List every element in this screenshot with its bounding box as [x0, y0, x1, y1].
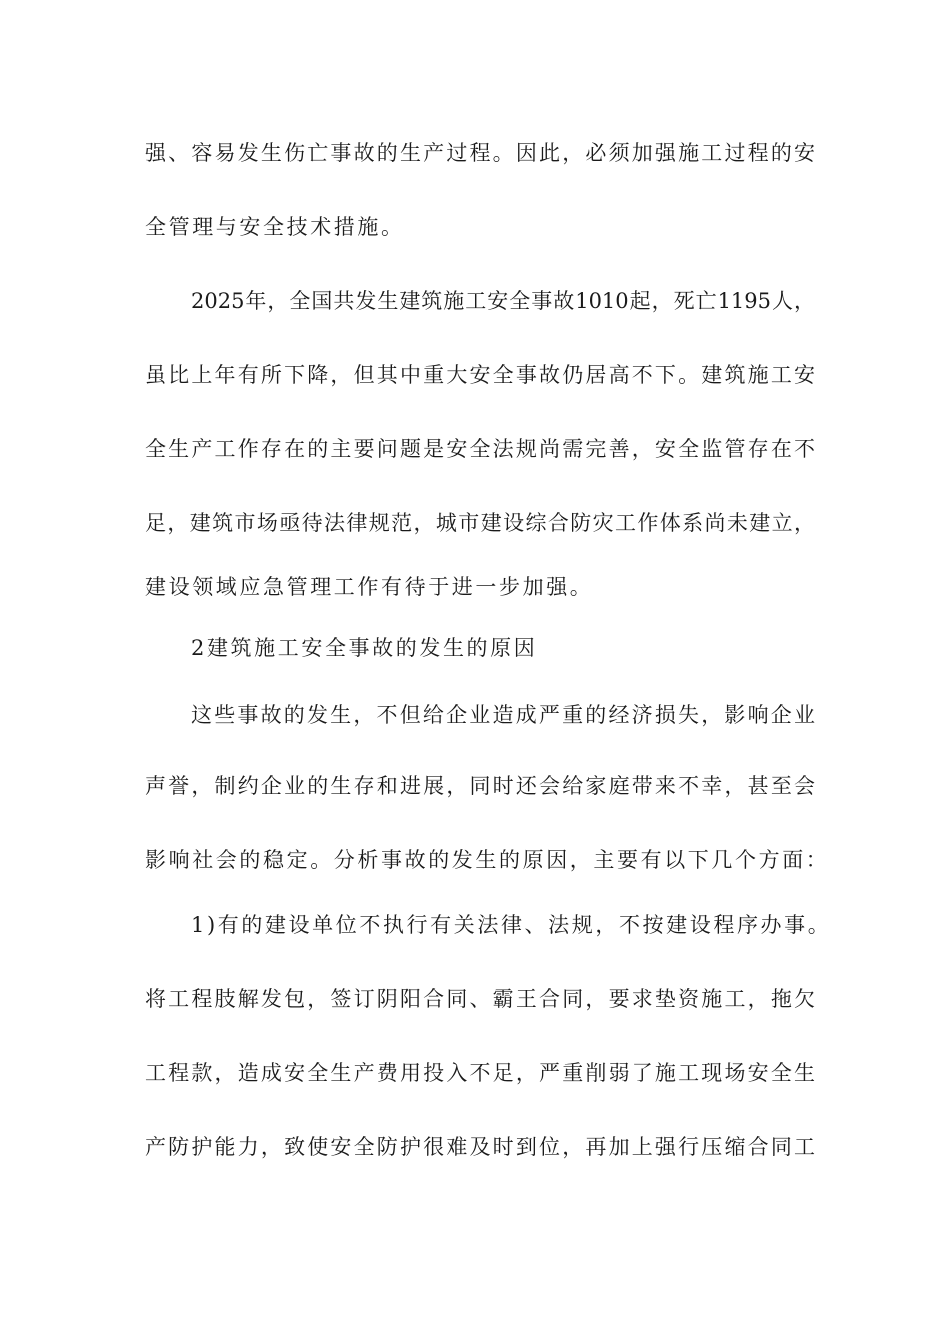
text-line: 影响社会的稳定。分析事故的发生的原因，主要有以下几个方面：	[145, 848, 830, 872]
text-line: 产防护能力，致使安全防护很难及时到位，再加上强行压缩合同工	[145, 1135, 815, 1159]
text-line: 虽比上年有所下降，但其中重大安全事故仍居高不下。建筑施工安	[145, 363, 815, 387]
text-line: 足，建筑市场亟待法律规范，城市建设综合防灾工作体系尚未建立，	[145, 511, 815, 535]
text-line: 全管理与安全技术措施。	[145, 215, 405, 239]
text-line: 声誉，制约企业的生存和进展，同时还会给家庭带来不幸，甚至会	[145, 774, 815, 798]
text-line: 1)有的建设单位不执行有关法律、法规，不按建设程序办事。	[191, 913, 832, 937]
text-line: 将工程肢解发包，签订阴阳合同、霸王合同，要求垫资施工，拖欠	[145, 987, 815, 1011]
text-line: 建设领域应急管理工作有待于进一步加强。	[145, 575, 594, 599]
text-line: 2025年，全国共发生建筑施工安全事故1010起，死亡1195人，	[191, 289, 815, 313]
text-line: 全生产工作存在的主要问题是安全法规尚需完善，安全监管存在不	[145, 437, 815, 461]
text-line: 强、容易发生伤亡事故的生产过程。因此，必须加强施工过程的安	[145, 141, 815, 165]
section-heading: 2建筑施工安全事故的发生的原因	[191, 636, 538, 660]
text-line: 工程款，造成安全生产费用投入不足，严重削弱了施工现场安全生	[145, 1061, 815, 1085]
text-line: 这些事故的发生，不但给企业造成严重的经济损失，影响企业	[191, 703, 815, 727]
